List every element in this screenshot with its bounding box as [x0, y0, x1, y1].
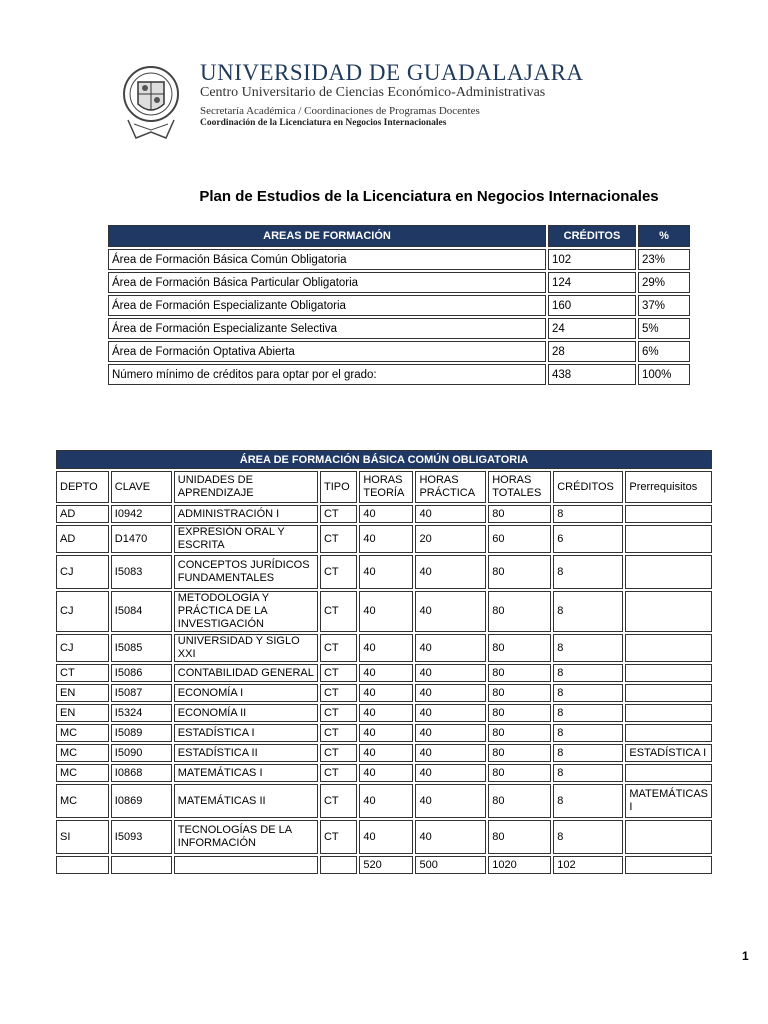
- cell-horas-teoria: 40: [359, 724, 413, 742]
- cell-prerrequisitos: [625, 555, 712, 589]
- cell-unidad: UNIVERSIDAD Y SIGLO XXI: [174, 634, 318, 662]
- cell-horas-teoria: 40: [359, 704, 413, 722]
- cell-clave: I0868: [111, 764, 172, 782]
- total-horas-teoria: 520: [359, 856, 413, 874]
- area-name: Área de Formación Básica Particular Obligatoria: [108, 272, 546, 293]
- cell-horas-totales: 80: [488, 634, 551, 662]
- areas-row: [108, 364, 690, 385]
- col-header-prerrequisitos: Prerrequisitos: [625, 471, 712, 503]
- cell-prerrequisitos: [625, 591, 712, 632]
- cell-depto: EN: [56, 684, 109, 702]
- cell-horas-practica: 40: [415, 591, 486, 632]
- document-title: Plan de Estudios de la Licenciatura en Negocios Internacionales: [199, 188, 659, 205]
- col-header-clave: CLAVE: [111, 471, 172, 503]
- areas-table: [106, 223, 692, 387]
- total-horas-totales: 1020: [488, 856, 551, 874]
- cell-horas-totales: 80: [488, 820, 551, 854]
- area-creditos: 28: [548, 341, 636, 362]
- cell-depto: AD: [56, 525, 109, 553]
- table-row: [56, 784, 712, 818]
- cell-creditos: 8: [553, 704, 623, 722]
- cell-depto: CJ: [56, 555, 109, 589]
- cell-horas-practica: 20: [415, 525, 486, 553]
- cell-clave: I5086: [111, 664, 172, 682]
- area-percent: 100%: [638, 364, 690, 385]
- area-percent: 37%: [638, 295, 690, 316]
- page-number: 1: [742, 949, 749, 963]
- cell-tipo: CT: [320, 591, 357, 632]
- cell-depto: CJ: [56, 591, 109, 632]
- cell-prerrequisitos: [625, 664, 712, 682]
- cell-horas-practica: 40: [415, 704, 486, 722]
- areas-header-percent: %: [638, 225, 690, 247]
- total-tipo: [320, 856, 357, 874]
- cell-unidad: ESTADÍSTICA I: [174, 724, 318, 742]
- cell-unidad: ECONOMÍA II: [174, 704, 318, 722]
- table-row: [56, 555, 712, 589]
- cell-unidad: ECONOMÍA I: [174, 684, 318, 702]
- cell-creditos: 6: [553, 525, 623, 553]
- cell-tipo: CT: [320, 525, 357, 553]
- cell-horas-totales: 80: [488, 784, 551, 818]
- cell-prerrequisitos: [625, 724, 712, 742]
- university-name: UNIVERSIDAD DE GUADALAJARA: [200, 60, 584, 85]
- cell-horas-practica: 40: [415, 784, 486, 818]
- area-name: Área de Formación Optativa Abierta: [108, 341, 546, 362]
- cell-clave: I0869: [111, 784, 172, 818]
- total-clave: [111, 856, 172, 874]
- table-row: [56, 704, 712, 722]
- total-depto: [56, 856, 109, 874]
- cell-horas-totales: 60: [488, 525, 551, 553]
- cell-horas-practica: 40: [415, 724, 486, 742]
- cell-clave: I5084: [111, 591, 172, 632]
- table-row: [56, 634, 712, 662]
- cell-horas-totales: 80: [488, 591, 551, 632]
- areas-header-creditos: CRÉDITOS: [548, 225, 636, 247]
- table-row: [56, 525, 712, 553]
- cell-horas-totales: 80: [488, 764, 551, 782]
- area-creditos: 24: [548, 318, 636, 339]
- cell-horas-totales: 80: [488, 555, 551, 589]
- cell-horas-totales: 80: [488, 704, 551, 722]
- basica-header-row: [56, 471, 712, 503]
- cell-depto: CT: [56, 664, 109, 682]
- cell-horas-teoria: 40: [359, 744, 413, 762]
- cell-horas-totales: 80: [488, 505, 551, 523]
- area-name: Número mínimo de créditos para optar por el grado:: [108, 364, 546, 385]
- cell-depto: MC: [56, 724, 109, 742]
- cell-unidad: CONTABILIDAD GENERAL: [174, 664, 318, 682]
- cell-creditos: 8: [553, 684, 623, 702]
- cell-horas-totales: 80: [488, 664, 551, 682]
- cell-tipo: CT: [320, 505, 357, 523]
- cell-depto: CJ: [56, 634, 109, 662]
- cell-horas-practica: 40: [415, 505, 486, 523]
- col-header-creditos: CRÉDITOS: [553, 471, 623, 503]
- area-creditos: 102: [548, 249, 636, 270]
- col-header-depto: DEPTO: [56, 471, 109, 503]
- cell-unidad: MATEMÁTICAS I: [174, 764, 318, 782]
- cell-horas-practica: 40: [415, 744, 486, 762]
- cell-tipo: CT: [320, 704, 357, 722]
- cell-creditos: 8: [553, 724, 623, 742]
- cell-horas-teoria: 40: [359, 764, 413, 782]
- areas-row: [108, 318, 690, 339]
- table-row: [56, 724, 712, 742]
- total-unidad: [174, 856, 318, 874]
- cell-creditos: 8: [553, 664, 623, 682]
- coordinacion-line: Coordinación de la Licenciatura en Negocios Internacionales: [200, 118, 447, 128]
- basica-banner-row: [56, 450, 712, 469]
- cell-clave: I5087: [111, 684, 172, 702]
- cell-unidad: TECNOLOGÍAS DE LA INFORMACIÓN: [174, 820, 318, 854]
- total-prerrequisitos: [625, 856, 712, 874]
- cell-prerrequisitos: ESTADÍSTICA I: [625, 744, 712, 762]
- cell-horas-practica: 40: [415, 764, 486, 782]
- cell-prerrequisitos: [625, 505, 712, 523]
- cell-clave: I5090: [111, 744, 172, 762]
- area-percent: 6%: [638, 341, 690, 362]
- cell-depto: MC: [56, 744, 109, 762]
- cell-depto: SI: [56, 820, 109, 854]
- cell-horas-practica: 40: [415, 820, 486, 854]
- cell-horas-teoria: 40: [359, 505, 413, 523]
- cell-horas-practica: 40: [415, 664, 486, 682]
- col-header-unidades: UNIDADES DE APRENDIZAJE: [174, 471, 318, 503]
- cell-horas-teoria: 40: [359, 555, 413, 589]
- col-header-tipo: TIPO: [320, 471, 357, 503]
- cell-horas-totales: 80: [488, 684, 551, 702]
- table-row: [56, 664, 712, 682]
- table-row: [56, 505, 712, 523]
- cell-horas-teoria: 40: [359, 664, 413, 682]
- cell-creditos: 8: [553, 634, 623, 662]
- secretaria-line: Secretaría Académica / Coordinaciones de Programas Docentes: [200, 105, 480, 117]
- cell-depto: AD: [56, 505, 109, 523]
- basica-comun-table: [54, 448, 714, 876]
- cell-creditos: 8: [553, 591, 623, 632]
- cell-tipo: CT: [320, 764, 357, 782]
- cell-unidad: EXPRESIÓN ORAL Y ESCRITA: [174, 525, 318, 553]
- col-header-horas-totales: HORAS TOTALES: [488, 471, 551, 503]
- cell-prerrequisitos: [625, 525, 712, 553]
- cell-depto: MC: [56, 764, 109, 782]
- cell-tipo: CT: [320, 724, 357, 742]
- cell-horas-teoria: 40: [359, 634, 413, 662]
- total-creditos: 102: [553, 856, 623, 874]
- areas-row: [108, 295, 690, 316]
- cell-clave: I5089: [111, 724, 172, 742]
- cell-creditos: 8: [553, 784, 623, 818]
- cell-horas-teoria: 40: [359, 525, 413, 553]
- cell-clave: D1470: [111, 525, 172, 553]
- cell-prerrequisitos: MATEMÁTICAS I: [625, 784, 712, 818]
- total-horas-practica: 500: [415, 856, 486, 874]
- cell-tipo: CT: [320, 555, 357, 589]
- cell-creditos: 8: [553, 555, 623, 589]
- cell-tipo: CT: [320, 634, 357, 662]
- letterhead: [112, 60, 632, 140]
- cell-unidad: MATEMÁTICAS II: [174, 784, 318, 818]
- table-row: [56, 684, 712, 702]
- cell-horas-teoria: 40: [359, 784, 413, 818]
- area-name: Área de Formación Especializante Selectiva: [108, 318, 546, 339]
- area-creditos: 438: [548, 364, 636, 385]
- area-percent: 5%: [638, 318, 690, 339]
- areas-row: [108, 249, 690, 270]
- cell-creditos: 8: [553, 744, 623, 762]
- areas-row: [108, 341, 690, 362]
- cell-clave: I5085: [111, 634, 172, 662]
- cell-horas-practica: 40: [415, 634, 486, 662]
- areas-header-area: AREAS DE FORMACIÓN: [108, 225, 546, 247]
- areas-row: [108, 272, 690, 293]
- cell-horas-practica: 40: [415, 684, 486, 702]
- col-header-horas-teoria: HORAS TEORÍA: [359, 471, 413, 503]
- cell-creditos: 8: [553, 764, 623, 782]
- cell-depto: EN: [56, 704, 109, 722]
- cell-tipo: CT: [320, 784, 357, 818]
- cell-clave: I0942: [111, 505, 172, 523]
- cell-horas-totales: 80: [488, 724, 551, 742]
- cell-tipo: CT: [320, 684, 357, 702]
- cell-prerrequisitos: [625, 634, 712, 662]
- table-row: [56, 764, 712, 782]
- table-row: [56, 591, 712, 632]
- cell-tipo: CT: [320, 744, 357, 762]
- university-seal-icon: [116, 64, 186, 140]
- cell-prerrequisitos: [625, 764, 712, 782]
- cell-clave: I5093: [111, 820, 172, 854]
- cell-horas-teoria: 40: [359, 591, 413, 632]
- cell-unidad: CONCEPTOS JURÍDICOS FUNDAMENTALES: [174, 555, 318, 589]
- area-percent: 23%: [638, 249, 690, 270]
- area-creditos: 124: [548, 272, 636, 293]
- cell-unidad: ADMINISTRACIÓN I: [174, 505, 318, 523]
- cell-creditos: 8: [553, 820, 623, 854]
- table-row: [56, 744, 712, 762]
- area-percent: 29%: [638, 272, 690, 293]
- cell-clave: I5324: [111, 704, 172, 722]
- cell-prerrequisitos: [625, 704, 712, 722]
- table-row: [56, 820, 712, 854]
- cell-clave: I5083: [111, 555, 172, 589]
- area-name: Área de Formación Básica Común Obligatoria: [108, 249, 546, 270]
- area-name: Área de Formación Especializante Obligatoria: [108, 295, 546, 316]
- cell-tipo: CT: [320, 664, 357, 682]
- cell-tipo: CT: [320, 820, 357, 854]
- area-creditos: 160: [548, 295, 636, 316]
- cell-horas-practica: 40: [415, 555, 486, 589]
- basica-banner: ÁREA DE FORMACIÓN BÁSICA COMÚN OBLIGATORIA: [56, 450, 712, 469]
- cell-horas-teoria: 40: [359, 684, 413, 702]
- cell-horas-teoria: 40: [359, 820, 413, 854]
- cell-horas-totales: 80: [488, 744, 551, 762]
- cell-unidad: METODOLOGÍA Y PRÁCTICA DE LA INVESTIGACIÓN: [174, 591, 318, 632]
- totals-row: [56, 856, 712, 874]
- cell-prerrequisitos: [625, 820, 712, 854]
- areas-header-row: [108, 225, 690, 247]
- col-header-horas-practica: HORAS PRÁCTICA: [415, 471, 486, 503]
- cell-depto: MC: [56, 784, 109, 818]
- cell-creditos: 8: [553, 505, 623, 523]
- cell-unidad: ESTADÍSTICA II: [174, 744, 318, 762]
- cell-prerrequisitos: [625, 684, 712, 702]
- centro-name: Centro Universitario de Ciencias Económico-Administrativas: [200, 85, 546, 100]
